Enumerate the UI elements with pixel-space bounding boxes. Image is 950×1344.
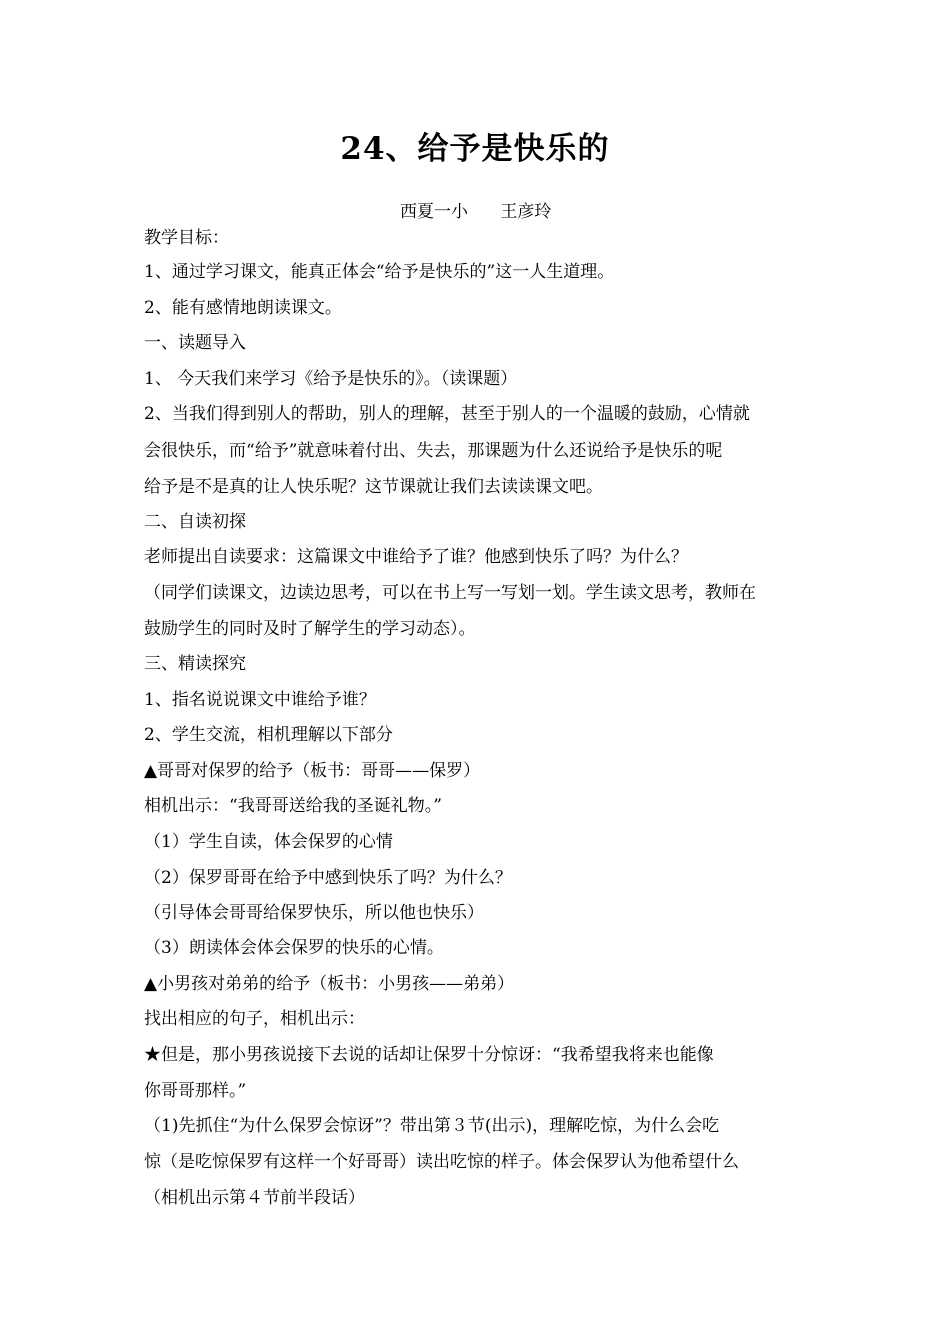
body-line: 鼓励学生的同时及时了解学生的学习动态）。 [144, 619, 476, 639]
body-line: 你哥哥那样。” [144, 1081, 247, 1101]
body-line: （引导体会哥哥给保罗快乐，所以他也快乐） [144, 903, 484, 923]
body-line: （3）朗读体会体会保罗的快乐的心情。 [144, 938, 444, 958]
body-line: 会很快乐，而“给予”就意味着付出、失去，那课题为什么还说给予是快乐的呢 [144, 441, 723, 461]
body-line: 相机出示：“我哥哥送给我的圣诞礼物。” [144, 796, 442, 816]
document-title: 24、给予是快乐的 [340, 131, 610, 167]
body-line: 1、 今天我们来学习《给予是快乐的》。（读课题） [144, 369, 518, 389]
author-line: 西夏一小 王彦玲 [400, 202, 552, 222]
body-line: 2、能有感情地朗读课文。 [144, 298, 342, 318]
body-line: ▲哥哥对保罗的给予（板书：哥哥——保罗） [144, 761, 481, 781]
body-line: （2）保罗哥哥在给予中感到快乐了吗？为什么？ [144, 868, 512, 888]
body-line: 2、学生交流，相机理解以下部分 [144, 725, 393, 745]
body-line: 找出相应的句子，相机出示： [144, 1009, 365, 1029]
body-line: 1、通过学习课文，能真正体会“给予是快乐的”这一人生道理。 [144, 262, 615, 282]
body-line: （1)先抓住“为什么保罗会惊讶”？带出第３节(出示)，理解吃惊，为什么会吃 [144, 1116, 720, 1136]
body-line: ★但是，那小男孩说接下去说的话却让保罗十分惊讶：“我希望我将来也能像 [144, 1045, 714, 1065]
body-line-objectives-heading: 教学目标： [144, 228, 229, 248]
body-line: 惊（是吃惊保罗有这样一个好哥哥）读出吃惊的样子。体会保罗认为他希望什么 [144, 1152, 739, 1172]
body-line: （1）学生自读，体会保罗的心情 [144, 832, 393, 852]
section-heading: 二、自读初探 [144, 512, 246, 532]
body-line: 1、指名说说课文中谁给予谁？ [144, 690, 376, 710]
body-line: （同学们读课文，边读边思考，可以在书上写一写划一划。学生读文思考，教师在 [144, 583, 756, 603]
section-heading: 一、读题导入 [144, 333, 246, 353]
section-heading: 三、精读探究 [144, 654, 246, 674]
body-line: 给予是不是真的让人快乐呢？这节课就让我们去读读课文吧。 [144, 477, 603, 497]
body-line: ▲小男孩对弟弟的给予（板书：小男孩——弟弟） [144, 974, 515, 994]
body-line: 2、当我们得到别人的帮助，别人的理解，甚至于别人的一个温暖的鼓励，心情就 [144, 404, 750, 424]
body-line: 老师提出自读要求：这篇课文中谁给予了谁？他感到快乐了吗？为什么？ [144, 547, 688, 567]
body-line: （相机出示第４节前半段话） [144, 1188, 365, 1208]
